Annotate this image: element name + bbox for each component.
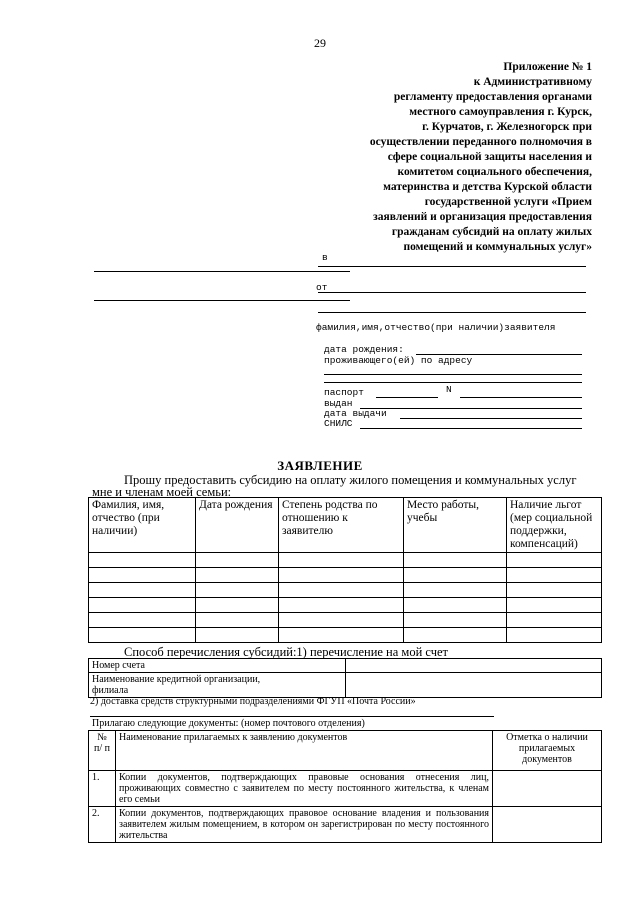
appendix-line: комитетом социального обеспечения, [397, 166, 592, 178]
bank-name-value[interactable] [346, 673, 602, 698]
table-cell[interactable] [279, 553, 404, 568]
family-header-benefits: Наличие льгот (мер социальной поддержки, компенсаций) [507, 498, 602, 553]
table-cell[interactable] [279, 568, 404, 583]
account-number-value[interactable] [346, 659, 602, 673]
table-row [89, 553, 602, 568]
bank-name-label-line1: Наименование кредитной организации, [92, 674, 261, 685]
payment-method-text: Способ перечисления субсидий:1) перечисление на мой счет [124, 645, 448, 659]
post-office-line [90, 716, 494, 717]
doc-row-mark[interactable] [493, 771, 602, 807]
table-cell[interactable] [89, 613, 196, 628]
doc-row-mark[interactable] [493, 807, 602, 843]
table-row [89, 568, 602, 583]
table-cell[interactable] [279, 598, 404, 613]
to-line-left-2 [94, 300, 350, 301]
snils-line [360, 428, 582, 429]
table-row [89, 771, 602, 807]
docs-header-number: № п/ п [89, 731, 116, 771]
table-row [89, 583, 602, 598]
appendix-line: местного самоуправления г. Курск, [409, 106, 592, 118]
table-cell[interactable] [404, 553, 507, 568]
table-cell[interactable] [279, 583, 404, 598]
fio-caption: фамилия,имя,отчество(при наличии)заявителя [316, 322, 556, 333]
from-line [318, 292, 586, 293]
page-number: 29 [314, 36, 326, 50]
account-number-label: Номер счета [89, 659, 346, 673]
bank-name-label-line2: филиала [92, 685, 129, 696]
table-row [89, 628, 602, 643]
table-cell[interactable] [507, 628, 602, 643]
table-cell[interactable] [507, 553, 602, 568]
to-line-left [94, 271, 350, 272]
table-cell[interactable] [404, 583, 507, 598]
table-cell[interactable] [196, 553, 279, 568]
family-header-name: Фамилия, имя, отчество (при наличии) [89, 498, 196, 553]
to-label: в [322, 252, 328, 263]
appendix-header [292, 60, 592, 255]
family-header-relation: Степень родства по отношению к заявителю [279, 498, 404, 553]
table-cell[interactable] [89, 598, 196, 613]
table-cell[interactable] [196, 568, 279, 583]
appendix-line: к Административному [473, 76, 592, 88]
appendix-line: гражданам субсидий на оплату жилых [391, 226, 592, 238]
docs-header-name: Наименование прилагаемых к заявлению документов [116, 731, 493, 771]
issued-line [360, 408, 582, 409]
table-row [89, 598, 602, 613]
appendix-line: заявлений и организация предоставления [373, 211, 592, 223]
post-office-caption: Прилагаю следующие документы: (номер почтового отделения) [92, 718, 365, 729]
table-cell[interactable] [89, 583, 196, 598]
address-line-2 [324, 382, 582, 383]
from-label: от [316, 282, 328, 293]
issue-date-line [400, 418, 582, 419]
table-row [89, 613, 602, 628]
table-cell[interactable] [89, 568, 196, 583]
table-cell[interactable] [404, 628, 507, 643]
table-cell[interactable] [404, 598, 507, 613]
appendix-line: Приложение № 1 [503, 61, 592, 73]
account-table [88, 658, 602, 698]
family-header-birthdate: Дата рождения [196, 498, 279, 553]
table-cell[interactable] [507, 598, 602, 613]
doc-row-text: Копии документов, подтверждающих правовое основание владения и пользования заявителем жилым помещением, в котором он зарегистрирован по месту постоянного жительства [116, 807, 493, 843]
appendix-line: государственной услуги «Прием [424, 196, 592, 208]
table-row [89, 807, 602, 843]
passport-label: паспорт [324, 387, 364, 398]
issue-date-label: дата выдачи [324, 408, 387, 419]
passport-number-label: N [446, 384, 452, 395]
docs-header-mark: Отметка о наличии прилагаемых документов [493, 731, 602, 771]
doc-row-number: 2. [89, 807, 116, 843]
request-text-line1: Прошу предоставить субсидию на оплату жилого помещения и коммунальных услуг [124, 473, 577, 487]
table-cell[interactable] [196, 583, 279, 598]
doc-row-text: Копии документов, подтверждающих правовые основания отнесения лиц, проживающих совместно с заявителем по месту постоянного жительства, к членам его семьи [116, 771, 493, 807]
table-cell[interactable] [196, 628, 279, 643]
table-cell[interactable] [279, 613, 404, 628]
doc-row-number: 1. [89, 771, 116, 807]
appendix-line: г. Курчатов, г. Железногорск при [422, 121, 592, 133]
appendix-line: сфере социальной защиты населения и [387, 151, 592, 163]
table-cell[interactable] [404, 613, 507, 628]
issued-label: выдан [324, 398, 353, 409]
snils-label: СНИЛС [324, 418, 353, 429]
table-cell[interactable] [507, 583, 602, 598]
table-cell[interactable] [196, 613, 279, 628]
table-cell[interactable] [279, 628, 404, 643]
birth-label: дата рождения: [324, 344, 404, 355]
table-cell[interactable] [404, 568, 507, 583]
to-line-right [318, 266, 586, 267]
passport-number-line [460, 397, 582, 398]
document-title: ЗАЯВЛЕНИЕ [277, 458, 363, 473]
passport-series-line [376, 397, 438, 398]
appendix-line: регламенту предоставления органами [393, 91, 592, 103]
table-cell[interactable] [507, 613, 602, 628]
table-cell[interactable] [507, 568, 602, 583]
address-label: проживающего(ей) по адресу [324, 355, 473, 366]
appendix-line: помещений и коммунальных услуг» [403, 241, 592, 253]
bank-name-label [89, 673, 346, 698]
documents-table [88, 730, 602, 843]
delivery-option-text: 2) доставка средств структурными подразделениями ФГУП «Почта России» [90, 696, 416, 707]
family-header-workplace: Место работы, учебы [404, 498, 507, 553]
from-line-2 [318, 312, 586, 313]
appendix-line: осуществлении переданного полномочия в [369, 136, 592, 148]
appendix-line: материнства и детства Курской области [383, 181, 592, 193]
address-line [324, 374, 582, 375]
request-text-line2: мне и членам моей семьи: [92, 485, 232, 499]
table-cell[interactable] [89, 553, 196, 568]
table-cell[interactable] [196, 598, 279, 613]
family-table [88, 497, 602, 643]
table-cell[interactable] [89, 628, 196, 643]
